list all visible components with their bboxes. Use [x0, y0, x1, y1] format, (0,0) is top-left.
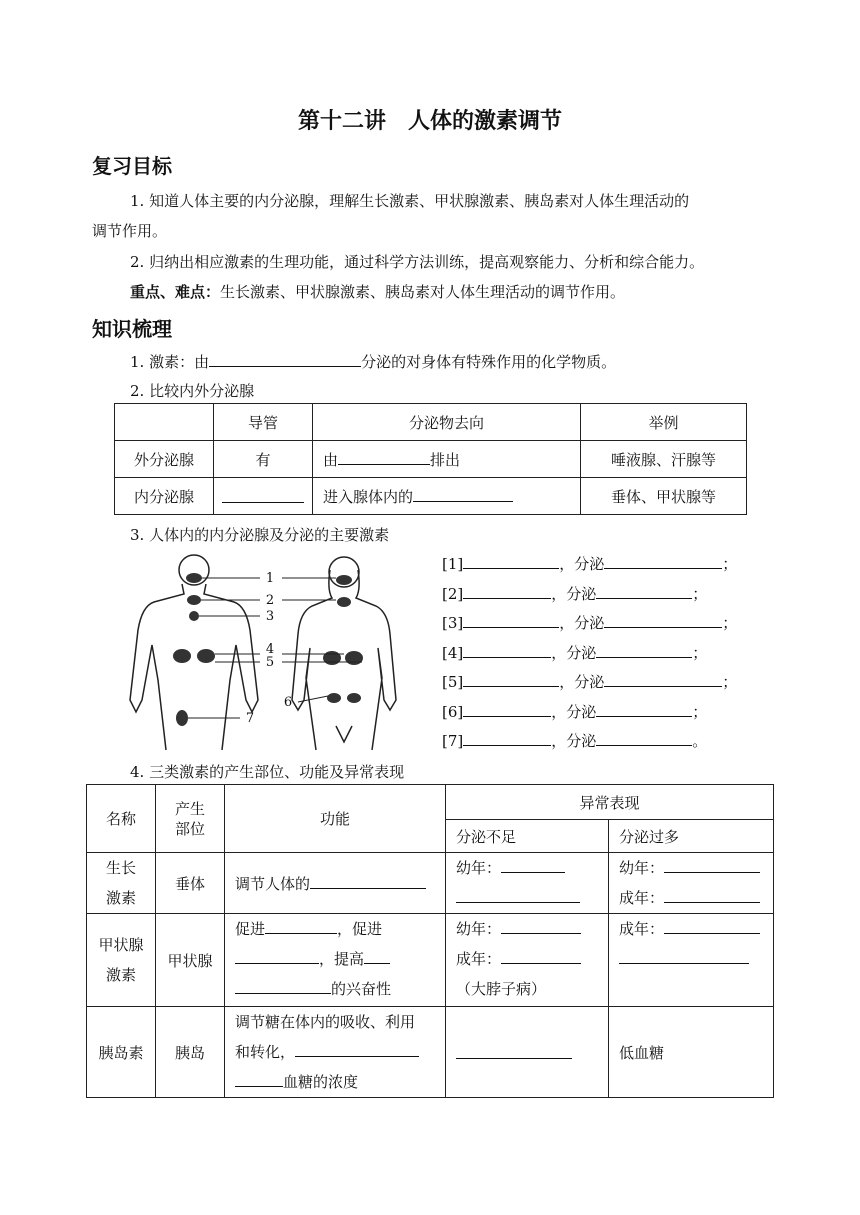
table-cell — [609, 914, 774, 1007]
cell-note: （大脖子病） — [456, 980, 547, 998]
cell-text: 幼年： — [456, 920, 502, 938]
pancreas-mark — [197, 649, 215, 663]
gland-answer-list — [442, 550, 737, 757]
adrenal-mark-f — [323, 651, 341, 665]
gland-comparison-table — [114, 403, 747, 515]
table-header-cell: 功能 — [225, 785, 446, 853]
key-points-label: 重点、难点： — [130, 283, 221, 301]
list-item — [442, 698, 737, 728]
gland-mid-text: ，分泌 — [551, 732, 597, 750]
ovary-mark-2 — [347, 693, 361, 703]
gland-number: [6] — [442, 702, 464, 721]
table-cell — [214, 478, 313, 515]
table-row — [115, 478, 747, 515]
question-1-prefix: 1. 激素：由 — [130, 353, 210, 371]
table-cell: 唾液腺、汗腺等 — [581, 441, 747, 478]
key-points-text: 生长激素、甲状腺激素、胰岛素对人体生理活动的调节作用。 — [220, 283, 626, 301]
table-header-cell: 分泌不足 — [446, 820, 609, 853]
endocrine-glands-figure — [122, 550, 422, 750]
gland-mid-text: ，分泌 — [551, 584, 597, 603]
answer-blank[interactable] — [463, 641, 551, 658]
table-row — [87, 914, 774, 1007]
table-cell — [446, 1007, 609, 1098]
cell-text: 成年： — [456, 950, 502, 968]
cell-text: ，提高 — [319, 950, 365, 968]
answer-blank[interactable] — [456, 1042, 572, 1059]
cell-text: 幼年： — [456, 859, 502, 877]
figure-label-7: 7 — [245, 711, 255, 726]
answer-blank[interactable] — [604, 552, 722, 569]
adrenal-mark — [173, 649, 191, 663]
answer-blank[interactable] — [501, 917, 581, 934]
cell-text: 调节糖在体内的吸收、利用 — [235, 1013, 416, 1031]
figure-label-6: 6 — [283, 695, 293, 710]
table-header-cell: 异常表现 — [446, 785, 774, 820]
table-cell — [87, 853, 156, 914]
list-item — [442, 727, 737, 757]
figure-label-4: 4 — [265, 642, 275, 657]
question-1 — [92, 347, 820, 377]
table-cell: 有 — [214, 441, 313, 478]
answer-blank[interactable] — [310, 872, 426, 889]
answer-blank[interactable] — [295, 1040, 419, 1057]
table-header-cell: 举例 — [581, 404, 747, 441]
review-heading: 复习目标 — [92, 154, 172, 178]
table-cell — [446, 914, 609, 1007]
answer-blank[interactable] — [235, 977, 331, 994]
cell-text: 调节人体的 — [235, 875, 311, 893]
cell-text: 由 — [323, 451, 339, 469]
answer-blank[interactable] — [463, 552, 559, 569]
table-cell: 低血糖 — [609, 1007, 774, 1098]
table-header-cell: 分泌过多 — [609, 820, 774, 853]
table-cell: 甲状腺 — [156, 914, 225, 1007]
table-cell — [225, 914, 446, 1007]
table-cell: 胰岛 — [156, 1007, 225, 1098]
table-cell: 垂体、甲状腺等 — [581, 478, 747, 515]
key-points — [92, 277, 820, 307]
hormone-table — [86, 784, 774, 1098]
figure-label-5: 5 — [265, 655, 275, 670]
gland-end-text: ； — [692, 584, 708, 603]
pituitary-mark-f — [336, 575, 352, 585]
ovary-mark — [327, 693, 341, 703]
answer-blank[interactable] — [456, 886, 580, 903]
thymus-mark — [189, 611, 199, 621]
table-header-row — [87, 785, 774, 820]
answer-blank[interactable] — [596, 582, 692, 599]
cell-text: 幼年： — [619, 859, 665, 877]
answer-blank[interactable] — [463, 611, 559, 628]
gland-mid-text: ，分泌 — [551, 643, 597, 662]
testis-mark — [176, 710, 188, 726]
female-pelvis — [336, 726, 352, 742]
table-header-cell — [115, 404, 214, 441]
table-header-cell: 名称 — [87, 785, 156, 853]
answer-blank[interactable] — [235, 1070, 283, 1087]
table-cell — [225, 853, 446, 914]
gland-number: [5] — [442, 673, 464, 691]
answer-blank[interactable] — [413, 485, 513, 502]
thyroid-mark — [187, 595, 201, 605]
gland-end-text: ； — [722, 614, 738, 632]
list-item — [442, 550, 737, 580]
answer-blank[interactable] — [338, 448, 430, 465]
gland-mid-text: ，分泌 — [559, 673, 605, 691]
answer-blank[interactable] — [604, 611, 722, 628]
cell-text: 进入腺体内的 — [323, 488, 414, 506]
question-2: 2. 比较内外分泌腺 — [130, 382, 255, 400]
answer-blank[interactable] — [664, 917, 760, 934]
gland-number: [3] — [442, 614, 464, 632]
cell-text: 生长激素 — [105, 859, 136, 907]
review-item-2: 2. 归纳出相应激素的生理功能，通过科学方法训练，提高观察能力、分析和综合能力。 — [130, 253, 705, 271]
table-cell — [225, 1007, 446, 1098]
question-4: 4. 三类激素的产生部位、功能及异常表现 — [130, 763, 405, 781]
cell-text: 血糖的浓度 — [283, 1073, 359, 1091]
header-text: 产生部位 — [174, 799, 205, 838]
table-row — [115, 441, 747, 478]
table-header-cell — [156, 785, 225, 853]
answer-blank[interactable] — [619, 947, 749, 964]
table-cell — [609, 853, 774, 914]
cell-text: 排出 — [430, 451, 461, 469]
answer-blank[interactable] — [265, 917, 337, 934]
gland-number: [2] — [442, 584, 464, 603]
gland-end-text: ； — [722, 555, 738, 573]
cell-text: ，促进 — [337, 920, 383, 938]
question-1-suffix: 分泌的对身体有特殊作用的化学物质。 — [361, 353, 617, 371]
answer-blank[interactable] — [222, 486, 304, 503]
page-title: 第十二讲 人体的激素调节 — [297, 109, 562, 134]
table-cell — [313, 441, 581, 478]
answer-blank[interactable] — [501, 856, 565, 873]
answer-blank[interactable] — [235, 947, 319, 964]
table-cell: 垂体 — [156, 853, 225, 914]
gland-end-text: ； — [692, 643, 708, 662]
answer-blank[interactable] — [501, 947, 581, 964]
table-cell — [313, 478, 581, 515]
cell-text: 和转化， — [235, 1043, 296, 1061]
gland-mid-text: ，分泌 — [559, 555, 605, 573]
gland-number: [7] — [442, 732, 464, 750]
gland-end-text: ； — [722, 673, 738, 691]
table-cell: 胰岛素 — [87, 1007, 156, 1098]
answer-blank[interactable] — [463, 582, 551, 599]
table-header-row — [115, 404, 747, 441]
review-item-1: 1. 知道人体主要的内分泌腺，理解生长激素、甲状腺激素、胰岛素对人体生理活动的 — [130, 192, 690, 210]
figure-label-3: 3 — [265, 609, 275, 624]
pancreas-mark-f — [345, 651, 363, 665]
pituitary-mark — [186, 573, 202, 583]
gland-mid-text: ，分泌 — [551, 702, 597, 721]
gland-mid-text: ，分泌 — [559, 614, 605, 632]
answer-blank[interactable] — [664, 886, 760, 903]
list-item — [442, 609, 737, 639]
table-cell: 外分泌腺 — [115, 441, 214, 478]
cell-text: 的兴奋性 — [331, 980, 392, 998]
list-item — [442, 639, 737, 669]
table-header-cell: 导管 — [214, 404, 313, 441]
answer-blank[interactable] — [364, 947, 390, 964]
gland-number: [4] — [442, 643, 464, 662]
list-item — [442, 668, 737, 698]
table-row — [87, 853, 774, 914]
answer-blank[interactable] — [463, 700, 551, 717]
answer-blank[interactable] — [596, 729, 692, 746]
cell-text: 成年： — [619, 889, 665, 907]
answer-blank[interactable] — [596, 641, 692, 658]
cell-text: 甲状腺激素 — [98, 936, 144, 984]
cell-text: 成年： — [619, 920, 665, 938]
thyroid-mark-f — [337, 597, 351, 607]
gland-number: [1] — [442, 555, 464, 573]
question-3: 3. 人体内的内分泌腺及分泌的主要激素 — [130, 526, 390, 544]
answer-blank[interactable] — [664, 856, 760, 873]
answer-blank[interactable] — [463, 670, 559, 687]
figure-label-1: 1 — [265, 571, 275, 586]
answer-blank[interactable] — [209, 350, 361, 367]
answer-blank[interactable] — [604, 670, 722, 687]
answer-blank[interactable] — [596, 700, 692, 717]
cell-text: 促进 — [235, 920, 266, 938]
table-cell — [87, 914, 156, 1007]
table-cell: 内分泌腺 — [115, 478, 214, 515]
list-item — [442, 580, 737, 610]
figure-label-2: 2 — [265, 593, 275, 608]
table-header-cell: 分泌物去向 — [313, 404, 581, 441]
male-body-left — [130, 584, 184, 750]
table-cell — [446, 853, 609, 914]
knowledge-heading: 知识梳理 — [92, 317, 172, 341]
answer-blank[interactable] — [463, 729, 551, 746]
table-row — [87, 1007, 774, 1098]
review-item-1-cont: 调节作用。 — [92, 222, 168, 240]
gland-end-text: 。 — [692, 732, 708, 750]
gland-end-text: ； — [692, 702, 708, 721]
